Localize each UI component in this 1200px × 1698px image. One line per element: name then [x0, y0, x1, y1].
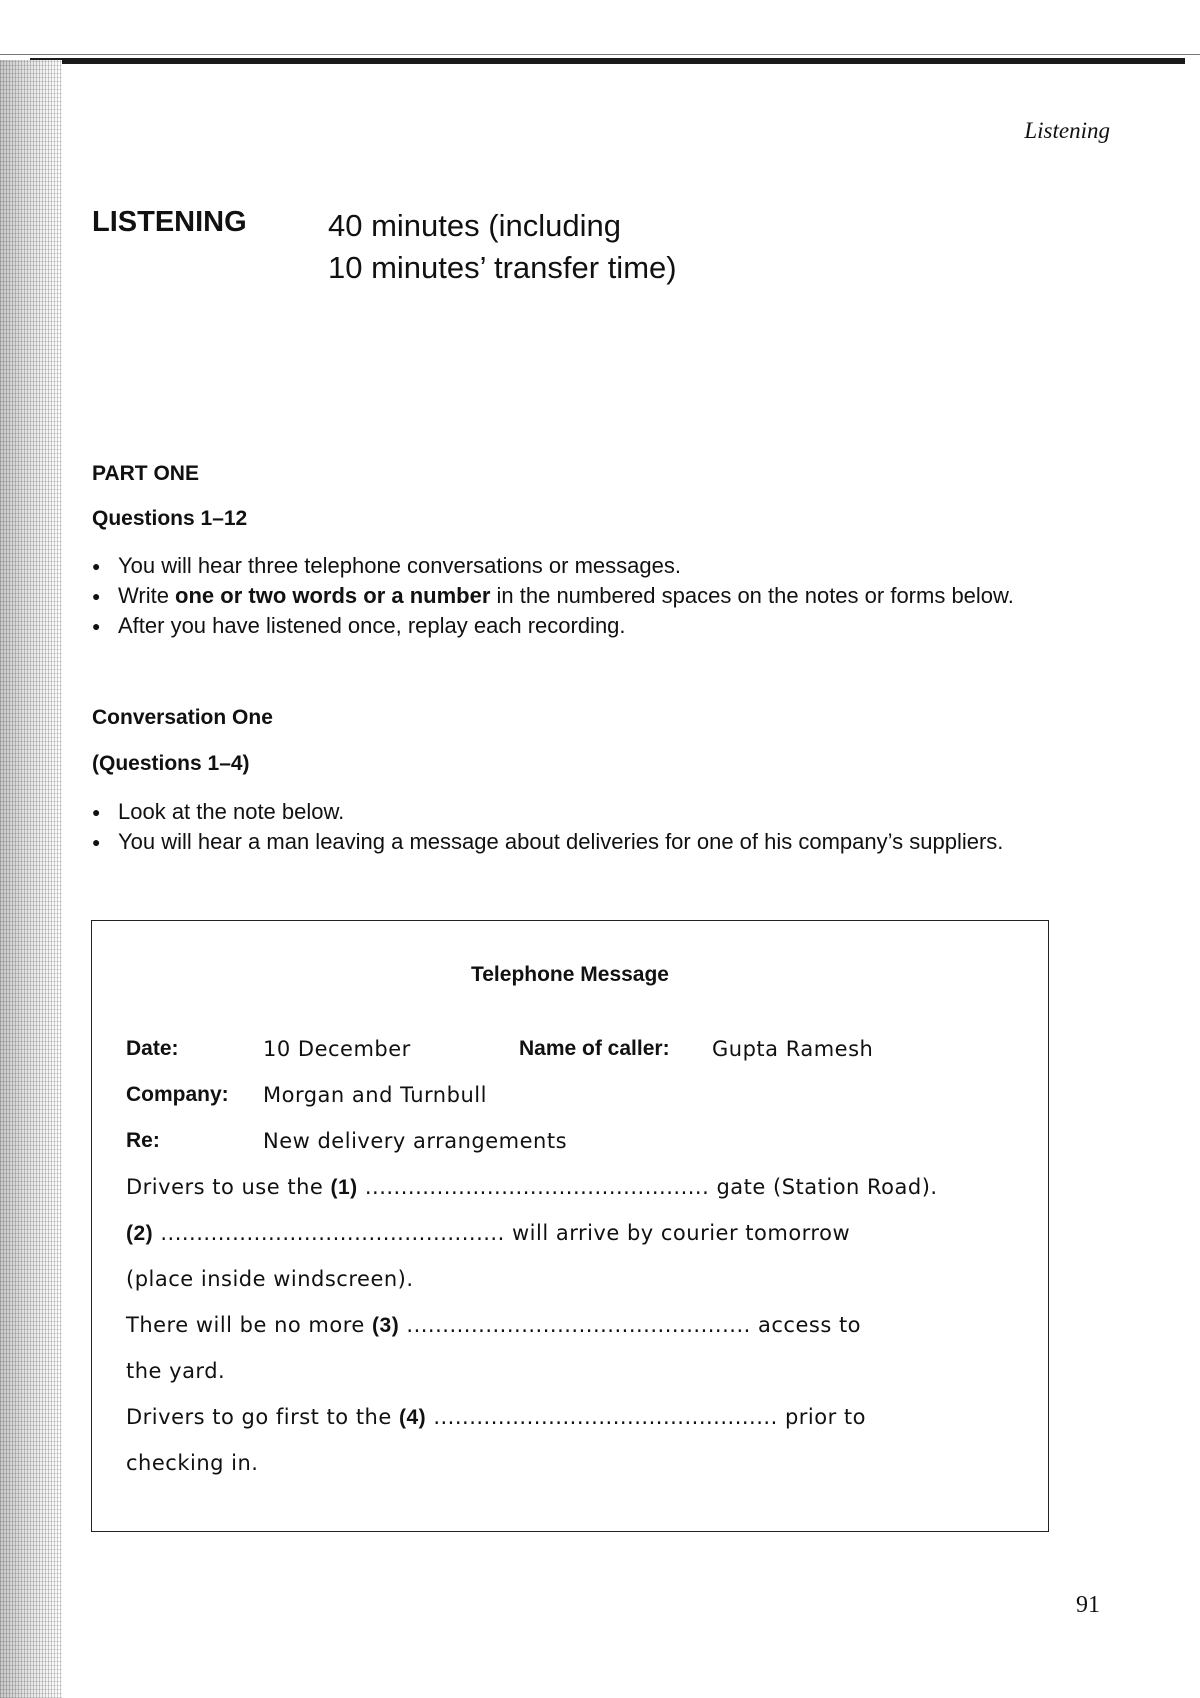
- q2-number: (2): [126, 1222, 154, 1245]
- section-time: [328, 205, 677, 289]
- q3-text-after: access to: [758, 1313, 862, 1337]
- question-4-line: [126, 1405, 866, 1430]
- top-rule-thin: [0, 54, 1200, 55]
- caller-value: Gupta Ramesh: [712, 1037, 874, 1061]
- instruction-item: ● After you have listened once, replay each recording.: [92, 611, 1022, 641]
- page-number: 91: [1076, 1592, 1100, 1618]
- date-value: 10 December: [263, 1037, 411, 1061]
- conversation-title: Conversation One: [92, 706, 273, 729]
- q2-text-after: will arrive by courier tomorrow: [511, 1221, 851, 1245]
- re-label: Re:: [126, 1129, 160, 1152]
- instruction-item: [92, 581, 1022, 611]
- q3-text: There will be no more: [126, 1313, 365, 1337]
- top-rule: [30, 58, 1185, 64]
- instruction-emphasis: one or two words or a number: [175, 583, 491, 608]
- part-title: PART ONE: [92, 462, 199, 485]
- re-value: New delivery arrangements: [263, 1129, 568, 1153]
- instruction-item: ● Look at the note below.: [92, 797, 1022, 827]
- question-3-line-2: the yard.: [126, 1359, 226, 1383]
- section-time-line-2: 10 minutes’ transfer time): [328, 250, 677, 285]
- questions-range: Questions 1–12: [92, 507, 248, 530]
- q1-number: (1): [330, 1176, 358, 1199]
- q4-blank: ................................................: [433, 1405, 778, 1429]
- date-label: Date:: [126, 1037, 179, 1060]
- book-spine-shadow: [0, 60, 62, 1698]
- question-1-line: [126, 1175, 938, 1200]
- q3-blank: ................................................: [406, 1313, 751, 1337]
- form-title: Telephone Message: [470, 963, 669, 986]
- q4-text-after: prior to: [784, 1405, 866, 1429]
- telephone-message-form: [91, 920, 1049, 1532]
- question-2-line-2: (place inside windscreen).: [126, 1267, 414, 1291]
- question-3-line: [126, 1313, 861, 1338]
- q4-text: Drivers to go first to the: [126, 1405, 392, 1429]
- question-4-line-2: checking in.: [126, 1451, 259, 1475]
- instruction-item: ● You will hear three telephone conversations or messages.: [92, 551, 1022, 581]
- q3-number: (3): [372, 1314, 400, 1337]
- q1-text-after: gate (Station Road).: [716, 1175, 938, 1199]
- company-label: Company:: [126, 1083, 229, 1106]
- instruction-text: Write: [118, 583, 176, 608]
- part-instructions: [92, 551, 1022, 641]
- instruction-item: ● You will hear a man leaving a message about deliveries for one of his company’s suppliers.: [92, 827, 1022, 857]
- company-value: Morgan and Turnbull: [263, 1083, 487, 1107]
- instruction-text: in the numbered spaces on the notes or forms below.: [490, 583, 1014, 608]
- section-title: LISTENING: [92, 206, 247, 238]
- section-time-line-1: 40 minutes (including: [328, 208, 621, 243]
- q1-blank: ................................................: [364, 1175, 710, 1199]
- q4-number: (4): [398, 1406, 427, 1429]
- conversation-instructions: [92, 797, 1022, 857]
- q1-text: Drivers to use the: [126, 1175, 324, 1199]
- conversation-questions: (Questions 1–4): [92, 752, 250, 775]
- running-head: Listening: [1024, 118, 1110, 143]
- q2-blank: ................................................: [160, 1221, 505, 1245]
- question-2-line: [126, 1221, 850, 1246]
- caller-label: Name of caller:: [519, 1037, 670, 1060]
